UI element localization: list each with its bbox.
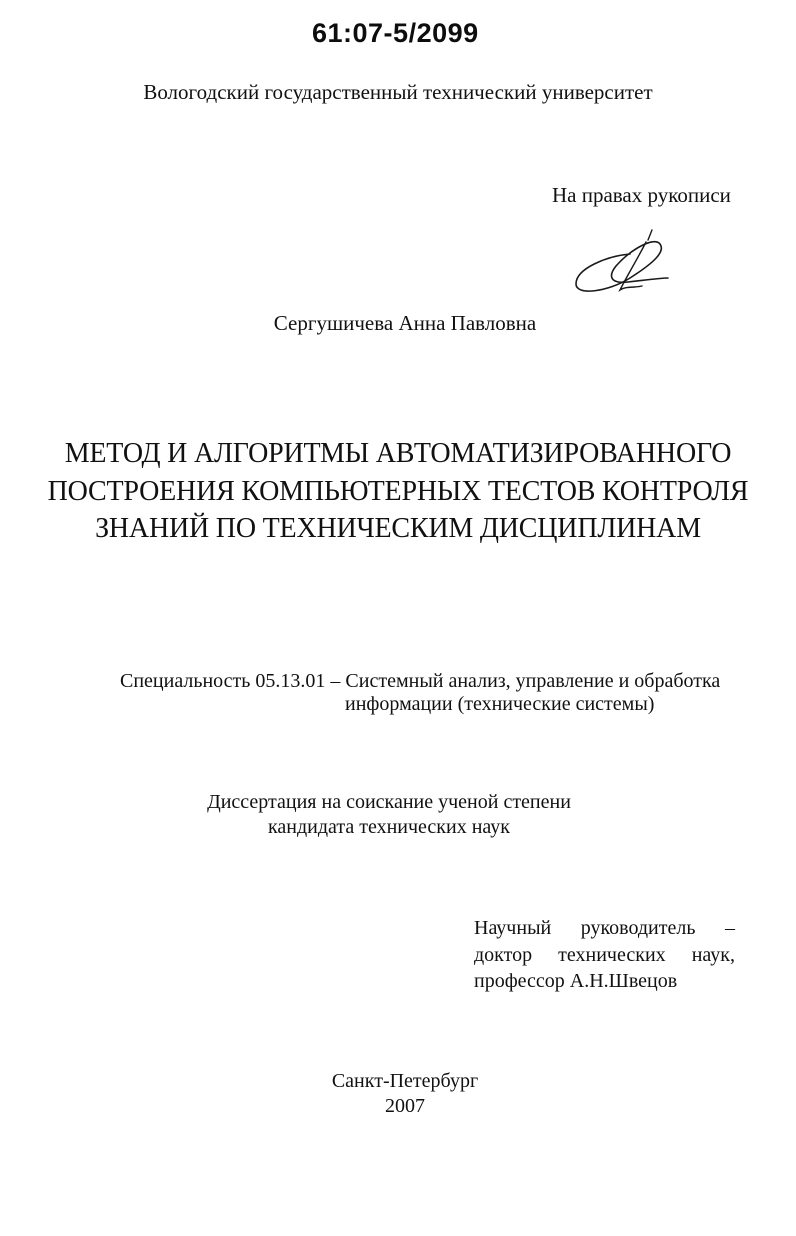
university-name: Вологодский государственный технический университет bbox=[143, 80, 653, 104]
city: Санкт-Петербург bbox=[331, 1070, 479, 1092]
manuscript-rights-note: На правах рукописи bbox=[552, 183, 731, 207]
dissertation-title-line: ЗНАНИЙ ПО ТЕХНИЧЕСКИМ ДИСЦИПЛИНАМ bbox=[95, 513, 701, 544]
specialty-line: Специальность 05.13.01 – Системный анализ, управление и обработка bbox=[120, 670, 721, 692]
dissertation-title-line: МЕТОД И АЛГОРИТМЫ АВТОМАТИЗИРОВАННОГО bbox=[64, 438, 732, 469]
advisor-line: доктор технических наук, bbox=[474, 944, 735, 966]
dissertation-title-line: ПОСТРОЕНИЯ КОМПЬЮТЕРНЫХ ТЕСТОВ КОНТРОЛЯ bbox=[47, 476, 749, 507]
advisor-line: Научный руководитель – bbox=[474, 917, 735, 939]
specialty-line: информации (технические системы) bbox=[345, 693, 655, 715]
author-name: Сергушичева Анна Павловна bbox=[273, 311, 537, 335]
degree-statement: кандидата технических наук bbox=[267, 816, 511, 838]
advisor-line: профессор А.Н.Швецов bbox=[474, 970, 678, 992]
archive-stamp-number: 61:07-5/2099 bbox=[312, 18, 479, 48]
year: 2007 bbox=[385, 1095, 425, 1117]
handwritten-signature bbox=[568, 228, 678, 298]
degree-statement: Диссертация на соискание ученой степени bbox=[207, 791, 571, 813]
